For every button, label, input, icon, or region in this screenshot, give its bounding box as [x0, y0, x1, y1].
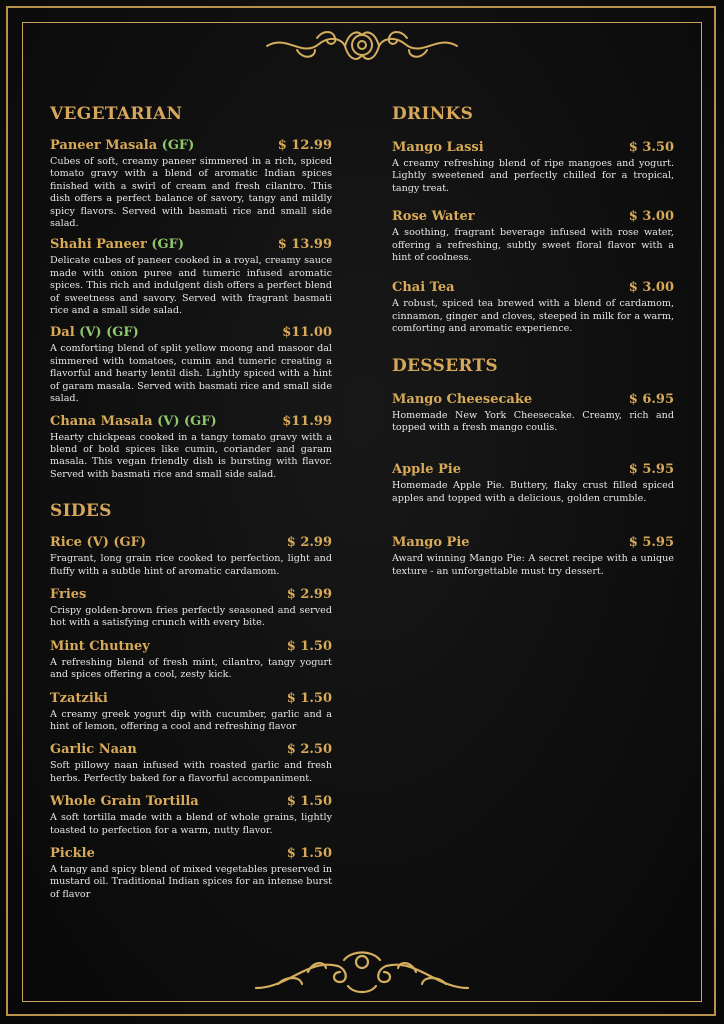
item-price: $ 1.50: [286, 638, 332, 654]
item-description: A tangy and spicy blend of mixed vegetables preserved in mustard oil. Traditional Indian spices for an intense burst of flavor: [50, 864, 332, 900]
item-price: $ 2.99: [286, 535, 332, 551]
menu-item-mango-lassi: [392, 140, 674, 195]
left-column: [50, 104, 332, 901]
top-flourish-ornament: [257, 24, 467, 66]
item-price: $ 1.50: [286, 846, 332, 861]
item-description: Homemade New York Cheesecake. Creamy, rich and topped with a fresh mango coulis.: [392, 409, 674, 434]
desserts-heading: DESSERTS: [392, 355, 498, 376]
item-name: Whole Grain Tortilla: [50, 794, 199, 810]
menu-item-chai-tea: [392, 280, 674, 335]
menu-item-rose-water: [392, 209, 674, 264]
item-description: Homemade Apple Pie. Buttery, flaky crust filled spiced apples and topped with a delicious, golden crumble.: [392, 480, 674, 504]
sides-heading: SIDES: [50, 501, 112, 522]
menu-item-mango-cheesecake: [392, 392, 674, 435]
menu-item-garlic-naan: [50, 742, 332, 785]
item-price: $ 13.99: [277, 237, 332, 253]
menu-item-apple-pie: [392, 462, 674, 505]
item-description: Delicate cubes of paneer cooked in a royal, creamy sauce made with onion puree and tumeric infused aromatic spices. This rich and indulgent dish offers a perfect blend of sweetness and savory. Served with fragrant basmati rice and a small side salad.: [50, 255, 332, 317]
item-price: $ 5.95: [628, 462, 674, 478]
menu-item-mint-chutney: [50, 639, 332, 682]
item-price: $ 1.50: [286, 690, 332, 706]
item-name: Shahi Paneer: [50, 237, 147, 253]
item-description: A comforting blend of split yellow moong and masoor dal simmered with tomatoes, cumin and tumeric creating a flavorful and hearty lentil dish. Lightly spiced with a hint of garam masala. Served with basmati rice and small side salad.: [50, 343, 332, 405]
menu-item-fries: [50, 587, 332, 630]
item-diet-tag: (V) (GF): [79, 325, 139, 341]
item-price: $ 2.50: [286, 742, 332, 758]
item-name: Apple Pie: [392, 462, 461, 478]
item-description: A refreshing blend of fresh mint, cilantro, tangy yogurt and spices offering a cool, zesty kick.: [50, 656, 332, 681]
item-price: $ 3.50: [628, 140, 674, 155]
item-name: Garlic Naan: [50, 742, 137, 758]
item-name: Paneer Masala: [50, 138, 158, 153]
menu-item-pickle: [50, 846, 332, 901]
right-column: [392, 104, 674, 578]
item-name: Chai Tea: [392, 280, 455, 296]
item-price: $ 3.00: [628, 280, 674, 296]
menu-item-chana-masala: [50, 414, 332, 482]
item-description: A creamy greek yogurt dip with cucumber, garlic and a hint of lemon, offering a cool and refreshing flavor: [50, 708, 332, 732]
item-name: Fries: [50, 586, 87, 602]
item-price: $ 3.00: [628, 209, 674, 225]
item-name: Rice: [50, 535, 82, 551]
item-description: Soft pillowy naan infused with roasted garlic and fresh herbs. Perfectly baked for a flavorful accompaniment.: [50, 760, 332, 784]
item-price: $11.99: [282, 413, 332, 429]
item-name: Dal: [50, 325, 75, 341]
item-name: Rose Water: [392, 209, 475, 225]
menu-item-dal: [50, 325, 332, 405]
item-description: A robust, spiced tea brewed with a blend of cardamom, cinnamon, ginger and cloves, steeped in milk for a warm, comforting and aromatic experience.: [392, 298, 674, 335]
item-name: Mango Cheesecake: [392, 391, 533, 407]
item-description: Crispy golden-brown fries perfectly seasoned and served hot with a satisfying crunch with every bite.: [50, 604, 332, 629]
item-price: $ 6.95: [628, 391, 674, 407]
item-name: Pickle: [50, 846, 95, 861]
item-name: Tzatziki: [50, 690, 108, 706]
bottom-flourish-ornament: [248, 948, 476, 998]
item-diet-tag: (V) (GF): [157, 413, 217, 429]
item-description: Cubes of soft, creamy paneer simmered in a rich, spiced tomato gravy with a blend of aromatic Indian spices finished with a swirl of cream and fresh cilantro. This dish offers a perfect balance of savory, tangy and mildly spicy flavors. Served with basmati rice and small side salad.: [50, 156, 332, 230]
item-name: Chana Masala: [50, 413, 153, 429]
item-price: $ 12.99: [277, 138, 332, 153]
item-name: Mango Lassi: [392, 140, 484, 155]
item-name: Mint Chutney: [50, 638, 150, 654]
vegetarian-heading: VEGETARIAN: [50, 104, 183, 124]
menu-item-paneer-masala: [50, 138, 332, 230]
item-description: Award winning Mango Pie: A secret recipe with a unique texture - an unforgettable must try dessert.: [392, 553, 674, 577]
item-price: $ 2.99: [286, 586, 332, 602]
menu-item-rice: [50, 535, 332, 578]
item-description: Hearty chickpeas cooked in a tangy tomato gravy with a blend of bold spices like cumin, coriander and garam masala. This vegan friendly dish is bursting with flavor. Served with basmati rice and small side salad.: [50, 431, 332, 480]
item-description: A soothing, fragrant beverage infused with rose water, offering a refreshing, subtly sweet floral flavor with a hint of coolness.: [392, 227, 674, 264]
menu-item-mango-pie: [392, 535, 674, 578]
item-description: A creamy refreshing blend of ripe mangoes and yogurt. Lightly sweetened and perfectly chilled for a tropical, tangy treat.: [392, 158, 674, 194]
menu-item-tzatziki: [50, 691, 332, 734]
item-description: A soft tortilla made with a blend of whole grains, lightly toasted to perfection for a warm, nutty flavor.: [50, 812, 332, 836]
menu-item-whole-grain-tortilla: [50, 794, 332, 837]
menu-item-shahi-paneer: [50, 237, 332, 317]
item-description: Fragrant, long grain rice cooked to perfection, light and fluffy with a subtle hint of aromatic cardamom.: [50, 553, 332, 577]
item-price: $ 5.95: [628, 535, 674, 551]
item-diet-tag: (V) (GF): [86, 535, 147, 551]
drinks-heading: DRINKS: [392, 104, 474, 124]
item-price: $11.00: [282, 325, 332, 341]
item-name: Mango Pie: [392, 535, 470, 551]
item-price: $ 1.50: [286, 794, 332, 810]
item-diet-tag: (GF): [161, 138, 195, 153]
item-diet-tag: (GF): [151, 237, 185, 253]
